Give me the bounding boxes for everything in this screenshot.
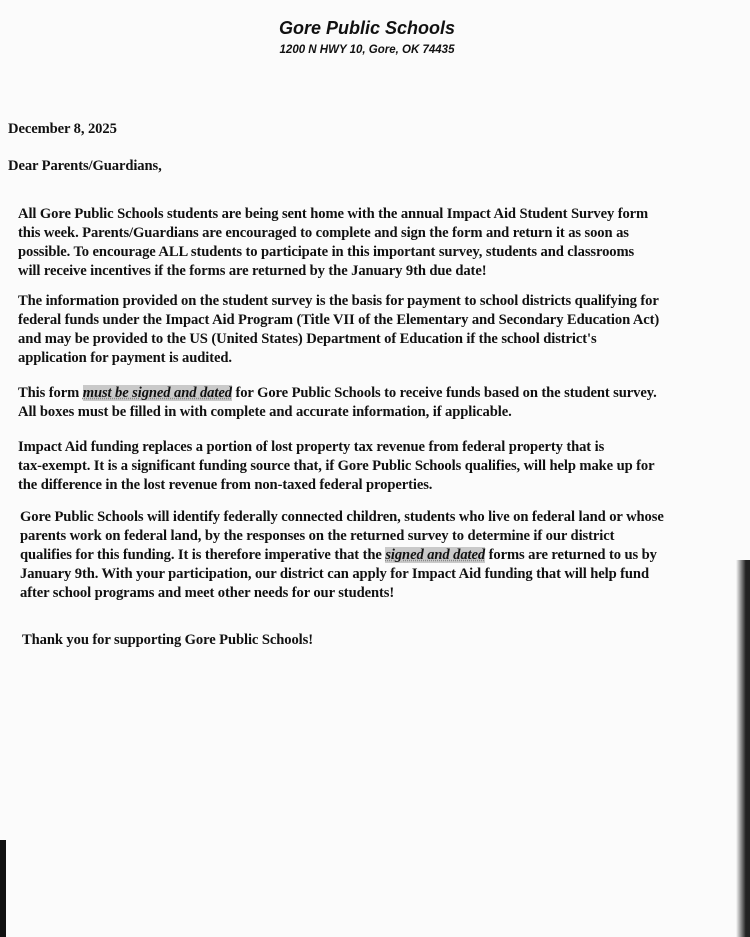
closing-line: Thank you for supporting Gore Public Schools! [22, 632, 313, 648]
text-line [20, 546, 664, 565]
text-line: application for payment is audited. [18, 350, 232, 366]
text-segment: qualifies for this funding. It is therefore imperative that the [20, 547, 386, 563]
text-line: parents work on federal land, by the responses on the returned survey to determine if our district [20, 528, 615, 544]
paragraph-signature-required [18, 384, 657, 422]
text-line: All boxes must be filled in with complete and accurate information, if applicable. [18, 404, 512, 420]
text-line: and may be provided to the US (United States) Department of Education if the school district's [18, 331, 597, 347]
paragraph-federally-connected [20, 508, 664, 603]
letter-date: December 8, 2025 [8, 121, 117, 137]
text-line: Gore Public Schools will identify federally connected children, students who live on federal land or whose [20, 509, 664, 525]
highlighted-text: signed and dated [385, 547, 486, 563]
paragraph-survey-basis [18, 292, 659, 368]
text-segment: forms are returned to us by [485, 547, 657, 563]
salutation: Dear Parents/Guardians, [8, 158, 162, 174]
text-line: possible. To encourage ALL students to participate in this important survey, students and classrooms [18, 244, 635, 260]
scan-shadow-edge [736, 560, 750, 937]
text-line: Impact Aid funding replaces a portion of lost property tax revenue from federal property that is [18, 439, 605, 455]
text-line: January 9th. With your participation, our district can apply for Impact Aid funding that will help fund [20, 566, 649, 582]
paragraph-funding-explanation [18, 438, 655, 495]
text-line: The information provided on the student survey is the basis for payment to school districts qualifying for [18, 293, 659, 309]
text-segment: for Gore Public Schools to receive funds based on the student survey. [231, 385, 657, 401]
text-line: this week. Parents/Guardians are encouraged to complete and sign the form and return it as soon as [18, 225, 629, 241]
text-line: All Gore Public Schools students are being sent home with the annual Impact Aid Student Survey form [18, 206, 649, 222]
text-segment: This form [18, 385, 83, 401]
school-name: Gore Public Schools [278, 18, 456, 38]
paragraph-survey-intro [18, 205, 648, 281]
highlighted-text: must be signed and dated [82, 385, 232, 401]
text-line: federal funds under the Impact Aid Program (Title VII of the Elementary and Secondary Education Act) [18, 312, 660, 328]
text-line: will receive incentives if the forms are returned by the January 9th due date! [18, 263, 487, 279]
school-address: 1200 N HWY 10, Gore, OK 74435 [279, 44, 455, 56]
text-line: tax-exempt. It is a significant funding source that, if Gore Public Schools qualifies, will help make up for [18, 458, 655, 474]
text-line [18, 384, 657, 403]
scan-shadow-edge [0, 840, 6, 937]
text-line: after school programs and meet other needs for our students! [20, 585, 395, 601]
text-line: the difference in the lost revenue from non-taxed federal properties. [18, 477, 433, 493]
